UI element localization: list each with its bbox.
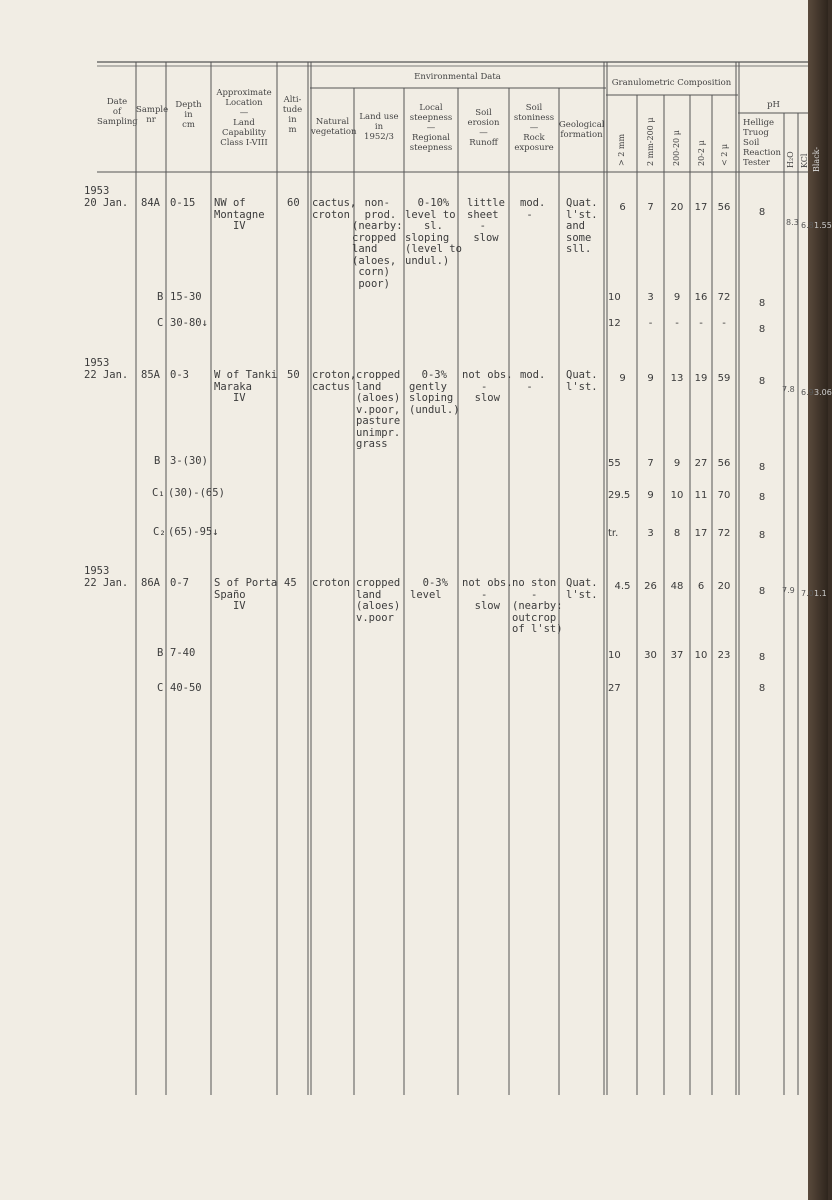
cell-sample: B (157, 291, 164, 303)
header-gran-1: 2 mm-200 μ (646, 117, 655, 166)
header-date: Date of Sampling (97, 97, 138, 127)
cell-erosion: not obs. - slow (462, 577, 513, 612)
header-steepness: Local steepness — Regional steepness (409, 103, 453, 153)
header-gran-4: < 2 μ (720, 143, 729, 166)
cell-steepness: 0-3% level (410, 577, 448, 601)
cell-gran: 8 (673, 528, 681, 539)
cell-depth: 3-(30) (170, 455, 208, 467)
header-vegetation: Natural vegetation (311, 117, 357, 137)
cell-gran: - (675, 318, 679, 329)
cell-depth: (65)-95↓ (168, 526, 219, 538)
cell-hellige: 8 (758, 530, 766, 541)
header-location: Approximate Location — Land Capability Class I-VIII (216, 88, 272, 148)
cell-hellige: 8 (758, 324, 766, 335)
cell-gran: 7 (647, 458, 654, 469)
cell-hellige: 8 (758, 207, 766, 218)
cell-date: 1953 22 Jan. (84, 565, 129, 589)
cell-hellige: 8 (758, 586, 766, 597)
cell-location: W of Tanki Maraka IV (214, 369, 278, 404)
cell-gran: 23 (717, 650, 731, 661)
cell-extra: 1.1 (814, 589, 827, 598)
cell-sample: C (157, 682, 164, 694)
cell-depth: 40-50 (170, 682, 202, 694)
cell-gran: 29.5 (608, 490, 631, 501)
cell-gran: 6 (619, 202, 626, 213)
cell-h2o: 7.9 (782, 586, 795, 595)
cell-gran: tr. (608, 528, 619, 539)
cell-gran: 20 (670, 202, 684, 213)
cell-gran: 10 (694, 650, 708, 661)
cell-kcl: 7.0 (801, 589, 814, 598)
header-erosion: Soil erosion — Runoff (467, 108, 500, 148)
header-stoniness: Soil stoniness — Rock exposure (513, 103, 555, 153)
cell-gran: 26 (644, 581, 657, 592)
cell-sample: 84A (141, 197, 160, 209)
cell-sample: C₂ (153, 526, 166, 538)
cell-sample: C (157, 317, 164, 329)
cell-gran: 56 (717, 458, 731, 469)
cell-hellige: 8 (758, 462, 766, 473)
cell-gran: 16 (694, 292, 708, 303)
cell-gran: 3 (647, 292, 654, 303)
cell-depth: 0-3 (170, 369, 189, 381)
cell-erosion: not obs. - slow (462, 369, 513, 404)
cell-gran: 72 (717, 292, 731, 303)
cell-altitude: 60 (287, 197, 300, 209)
cell-date: 1953 20 Jan. (84, 185, 129, 209)
cell-depth: 0-7 (170, 577, 189, 589)
cell-gran: 56 (717, 202, 731, 213)
cell-location: NW of Montagne IV (214, 197, 265, 232)
cell-location: S of Porta Spaño IV (214, 577, 278, 612)
cell-date: 1953 22 Jan. (84, 357, 129, 381)
cell-gran: 55 (608, 458, 621, 469)
cell-depth: 0-15 (170, 197, 196, 209)
cell-gran: 7 (647, 202, 654, 213)
cell-kcl: 6.9 (801, 388, 814, 397)
cell-landuse: cropped land (aloes) v.poor, pasture unimpr. grass (356, 369, 401, 450)
cell-hellige: 8 (758, 492, 766, 503)
cell-sample: B (154, 455, 161, 467)
cell-gran: 10 (608, 292, 621, 303)
cell-kcl: 6.8 (801, 221, 814, 230)
header-gran-2: 200-20 μ (672, 130, 681, 166)
header-granulometric: Granulometric Composition (611, 78, 732, 88)
cell-depth: 30-80↓ (170, 317, 208, 329)
cell-gran: 3 (647, 528, 654, 539)
cell-gran: 17 (694, 528, 708, 539)
cell-gran: 48 (670, 581, 684, 592)
cell-vegetation: croton (312, 577, 350, 589)
header-gran-3: 20-2 μ (697, 140, 706, 166)
cell-geological: Quat. l'st. (566, 369, 598, 393)
header-environmental: Environmental Data (414, 72, 501, 82)
cell-sample: 85A (141, 369, 160, 381)
header-geological: Geological formation (559, 120, 605, 140)
cell-gran: 11 (694, 490, 708, 501)
cell-gran: 9 (673, 292, 681, 303)
cell-gran: 9 (619, 373, 626, 384)
cell-gran: 27 (694, 458, 708, 469)
cell-stoniness: mod. - (520, 197, 546, 221)
cell-gran: 19 (694, 373, 708, 384)
cell-vegetation: cactus, croton (312, 197, 357, 221)
cell-landuse: cropped land (aloes) v.poor (356, 577, 401, 624)
cell-gran: 10 (670, 490, 684, 501)
cell-erosion: little sheet - slow (467, 197, 505, 244)
cell-gran: 17 (694, 202, 708, 213)
cell-geological: Quat. l'st. (566, 577, 598, 601)
header-kcl: KCl (800, 153, 809, 168)
cell-depth: (30)-(65) (168, 487, 225, 499)
cell-geological: Quat. l'st. and some sll. (566, 197, 598, 255)
cell-sample: C₁ (152, 487, 165, 499)
cell-extra: 3.06 (814, 388, 832, 397)
cell-hellige: 8 (758, 376, 766, 387)
header-ph: pH (767, 100, 780, 110)
cell-altitude: 45 (284, 577, 297, 589)
cell-h2o: 8.3 (786, 218, 799, 227)
cell-sample: B (157, 647, 164, 659)
cell-steepness: 0-3% gently sloping (undul.) (409, 369, 460, 416)
cell-gran: 59 (717, 373, 731, 384)
cell-gran: 6 (697, 581, 705, 592)
cell-hellige: 8 (758, 683, 766, 694)
cell-gran: - (648, 318, 653, 329)
cell-hellige: 8 (758, 652, 766, 663)
cell-gran: 30 (644, 650, 657, 661)
cell-depth: 7-40 (170, 647, 196, 659)
cell-gran: 10 (608, 650, 621, 661)
cell-gran: 4.5 (614, 581, 631, 592)
cell-landuse: non- prod. (nearby: cropped land (aloes, corn) poor) (352, 197, 403, 290)
cell-h2o: 7.8 (782, 385, 795, 394)
cell-gran: 20 (717, 581, 731, 592)
cell-altitude: 50 (287, 369, 300, 381)
header-hellige: Hellige Truog Soil Reaction Tester (743, 118, 781, 168)
header-extra: Black- (812, 146, 821, 172)
cell-gran: 9 (673, 458, 681, 469)
cell-gran: - (699, 318, 703, 329)
cell-gran: 72 (717, 528, 731, 539)
cell-stoniness: no ston - (nearby: outcrop of l'st) (512, 577, 563, 635)
cell-gran: 27 (608, 683, 621, 694)
header-depth: Depth in cm (175, 100, 202, 130)
header-h2o: H₂O (786, 151, 795, 168)
cell-steepness: 0-10% level to sl. sloping (level to undul.) (405, 197, 462, 267)
cell-gran: - (722, 318, 726, 329)
cell-extra: 1.55 (814, 221, 832, 230)
cell-gran: 9 (647, 490, 654, 501)
cell-vegetation: croton, cactus (312, 369, 357, 393)
cell-gran: 70 (717, 490, 731, 501)
cell-hellige: 8 (758, 298, 766, 309)
cell-stoniness: mod. - (520, 369, 546, 393)
header-landuse: Land use in 1952/3 (359, 112, 399, 142)
header-gran-0: > 2 mm (617, 133, 626, 166)
cell-sample: 86A (141, 577, 160, 589)
cell-gran: 9 (647, 373, 654, 384)
cell-gran: 13 (670, 373, 684, 384)
cell-gran: 37 (670, 650, 684, 661)
header-sample: Sample nr (136, 105, 169, 125)
cell-gran: 12 (608, 318, 621, 329)
cell-depth: 15-30 (170, 291, 202, 303)
header-altitude: Alti- tude in m (282, 95, 303, 135)
